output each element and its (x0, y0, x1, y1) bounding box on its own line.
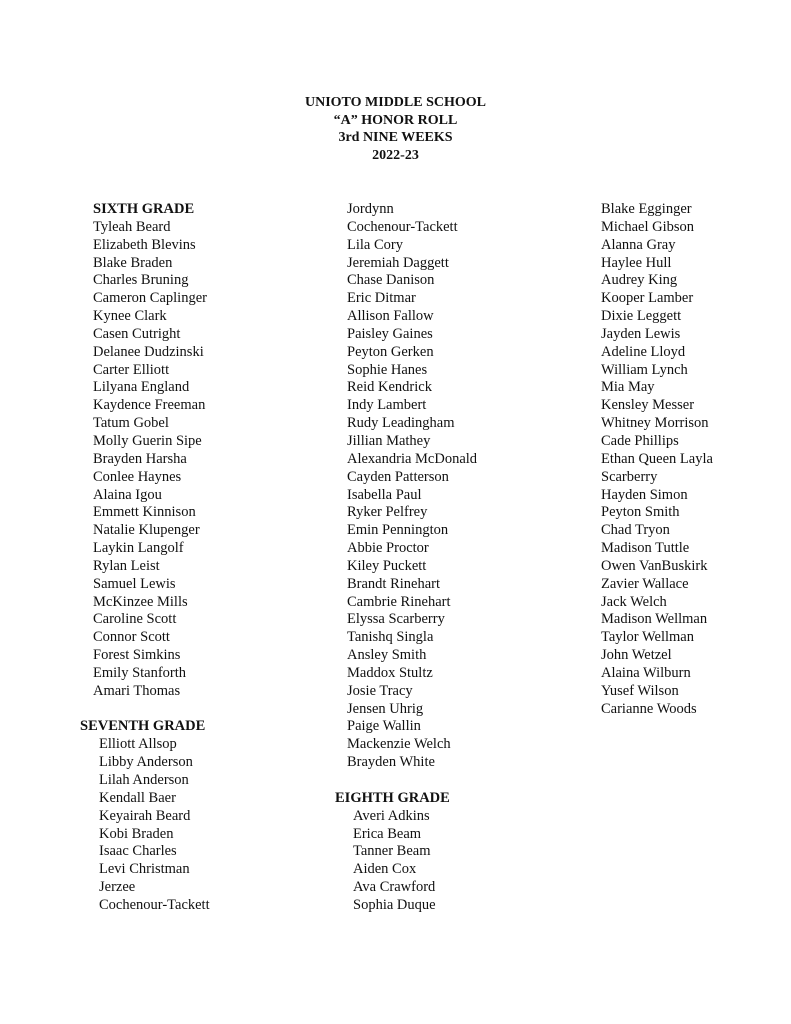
school-year: 2022-23 (372, 147, 419, 163)
student-name: Cayden Patterson (347, 468, 449, 485)
seventh-grade-heading: SEVENTH GRADE (80, 718, 206, 735)
student-name: Ryker Pelfrey (347, 504, 428, 521)
student-name: Madison Tuttle (601, 540, 690, 557)
student-name: Casen Cutright (93, 325, 181, 342)
eighth-grade-heading: EIGHTH GRADE (335, 789, 450, 806)
student-name: Erica Beam (353, 825, 422, 842)
student-name: Brayden Harsha (93, 450, 187, 467)
student-name: Haylee Hull (601, 254, 672, 271)
student-name: Chase Danison (347, 272, 435, 289)
student-name: Alanna Gray (601, 236, 676, 253)
student-name: Emily Stanforth (93, 664, 187, 681)
student-name: Maddox Stultz (347, 664, 433, 681)
student-name: Jayden Lewis (601, 325, 681, 342)
student-name: Jillian Mathey (347, 432, 431, 449)
student-name: Dixie Leggett (601, 308, 682, 325)
student-name: Delanee Dudzinski (93, 343, 204, 360)
seventh-grade-list-part-1 (93, 736, 210, 914)
student-name: Molly Guerin Sipe (93, 432, 202, 449)
column-2 (335, 201, 478, 915)
student-name: Tyleah Beard (93, 218, 171, 235)
sixth-grade-list (93, 219, 210, 701)
student-name: Rylan Leist (93, 557, 160, 574)
student-name: Adeline Lloyd (601, 343, 686, 360)
student-name: Ethan Queen Layla (601, 450, 713, 467)
student-name: Forest Simkins (93, 647, 181, 664)
student-name: Sophie Hanes (347, 361, 428, 378)
student-name: Madison Wellman (601, 611, 708, 628)
student-name: Conlee Haynes (93, 468, 182, 485)
student-name: Connor Scott (93, 629, 170, 646)
student-name: Ansley Smith (347, 647, 427, 664)
student-name: Scarberry (601, 468, 658, 485)
school-name: UNIOTO MIDDLE SCHOOL (305, 95, 486, 110)
sixth-grade-heading: SIXTH GRADE (93, 201, 195, 217)
grading-period: 3rd NINE WEEKS (338, 130, 453, 145)
student-name: Sophia Duque (353, 896, 436, 913)
student-name: Paige Wallin (347, 718, 421, 735)
student-name: Brandt Rinehart (347, 575, 441, 592)
student-name: Elliott Allsop (99, 736, 177, 753)
student-name: Laykin Langolf (93, 540, 184, 557)
student-name: Alexandria McDonald (347, 450, 478, 467)
student-name: Owen VanBuskirk (601, 557, 708, 574)
student-name: Jensen Uhrig (347, 700, 424, 717)
student-name: Carter Elliott (93, 361, 170, 378)
student-name: Lilyana England (93, 379, 190, 396)
student-name: Taylor Wellman (601, 629, 694, 646)
student-name: Allison Fallow (347, 308, 434, 325)
student-name: Rudy Leadingham (347, 415, 455, 432)
student-name: Averi Adkins (353, 807, 430, 824)
student-name: John Wetzel (601, 647, 672, 664)
column-1 (80, 201, 210, 915)
honor-roll-title: “A” HONOR ROLL (333, 112, 458, 128)
student-name: Samuel Lewis (93, 575, 176, 592)
eighth-grade-list-part-1 (347, 808, 477, 915)
student-name: Audrey King (601, 272, 678, 289)
student-name: Caroline Scott (93, 611, 177, 628)
student-name: Blake Egginger (601, 201, 692, 217)
student-name: Kooper Lamber (601, 290, 694, 307)
student-name: Yusef Wilson (601, 682, 679, 699)
student-name: Kendall Baer (99, 789, 176, 806)
student-name: Isaac Charles (99, 843, 177, 860)
student-name: Alaina Wilburn (601, 664, 691, 681)
student-name: Jordynn (347, 201, 394, 217)
student-name: Hayden Simon (601, 486, 688, 503)
student-name: Jack Welch (601, 593, 667, 610)
student-name: Alaina Igou (93, 486, 162, 503)
student-name: Reid Kendrick (347, 379, 432, 396)
student-name: Josie Tracy (347, 682, 413, 699)
student-name: Emin Pennington (347, 522, 449, 539)
student-name: Cochenour-Tackett (99, 896, 210, 913)
student-name: Isabella Paul (347, 486, 422, 503)
student-name: Kynee Clark (93, 308, 167, 325)
student-name: Kensley Messer (601, 397, 695, 414)
student-name: Tanishq Singla (347, 629, 434, 646)
student-name: Paisley Gaines (347, 325, 433, 342)
student-name: McKinzee Mills (93, 593, 188, 610)
student-name: Levi Christman (99, 861, 190, 878)
student-name: Abbie Proctor (347, 540, 429, 557)
student-name: Keyairah Beard (99, 807, 191, 824)
student-name: Lila Cory (347, 236, 403, 253)
student-name: Charles Bruning (93, 272, 189, 289)
student-name: Tatum Gobel (93, 415, 169, 432)
student-name: Aiden Cox (353, 861, 417, 878)
student-name: Cambrie Rinehart (347, 593, 451, 610)
student-name: Elizabeth Blevins (93, 236, 196, 253)
student-name: Cameron Caplinger (93, 290, 207, 307)
student-name: Natalie Klupenger (93, 522, 200, 539)
student-name: Brayden White (347, 754, 435, 771)
student-name: Indy Lambert (347, 397, 427, 414)
student-name: Jerzee (99, 879, 136, 896)
student-name: Jeremiah Daggett (347, 254, 449, 271)
student-name: Zavier Wallace (601, 575, 689, 592)
eighth-grade-list-part-2 (601, 201, 713, 718)
student-name: Peyton Smith (601, 504, 680, 521)
student-name: Elyssa Scarberry (347, 611, 445, 628)
student-name: Whitney Morrison (601, 415, 709, 432)
student-name: Chad Tryon (601, 522, 670, 539)
student-name: Cade Phillips (601, 432, 679, 449)
student-name: Mackenzie Welch (347, 736, 451, 753)
student-name: Tanner Beam (353, 843, 431, 860)
student-name: Mia May (601, 379, 655, 396)
student-name: Blake Braden (93, 254, 173, 271)
student-name: Michael Gibson (601, 218, 695, 235)
student-name: Kobi Braden (99, 825, 174, 842)
column-3 (601, 201, 713, 718)
student-name: Cochenour-Tackett (347, 218, 458, 235)
document-title (0, 94, 791, 164)
student-name: Carianne Woods (601, 700, 697, 717)
student-name: Lilah Anderson (99, 772, 189, 788)
student-name: Peyton Gerken (347, 343, 434, 360)
student-name: Emmett Kinnison (93, 504, 196, 521)
student-name: Kaydence Freeman (93, 397, 206, 414)
student-name: Eric Ditmar (347, 290, 416, 307)
student-name: William Lynch (601, 361, 688, 378)
student-name: Kiley Puckett (347, 557, 427, 574)
student-name: Libby Anderson (99, 754, 193, 771)
student-name: Ava Crawford (353, 879, 436, 896)
seventh-grade-list-part-2 (347, 201, 477, 772)
student-name: Amari Thomas (93, 682, 181, 699)
